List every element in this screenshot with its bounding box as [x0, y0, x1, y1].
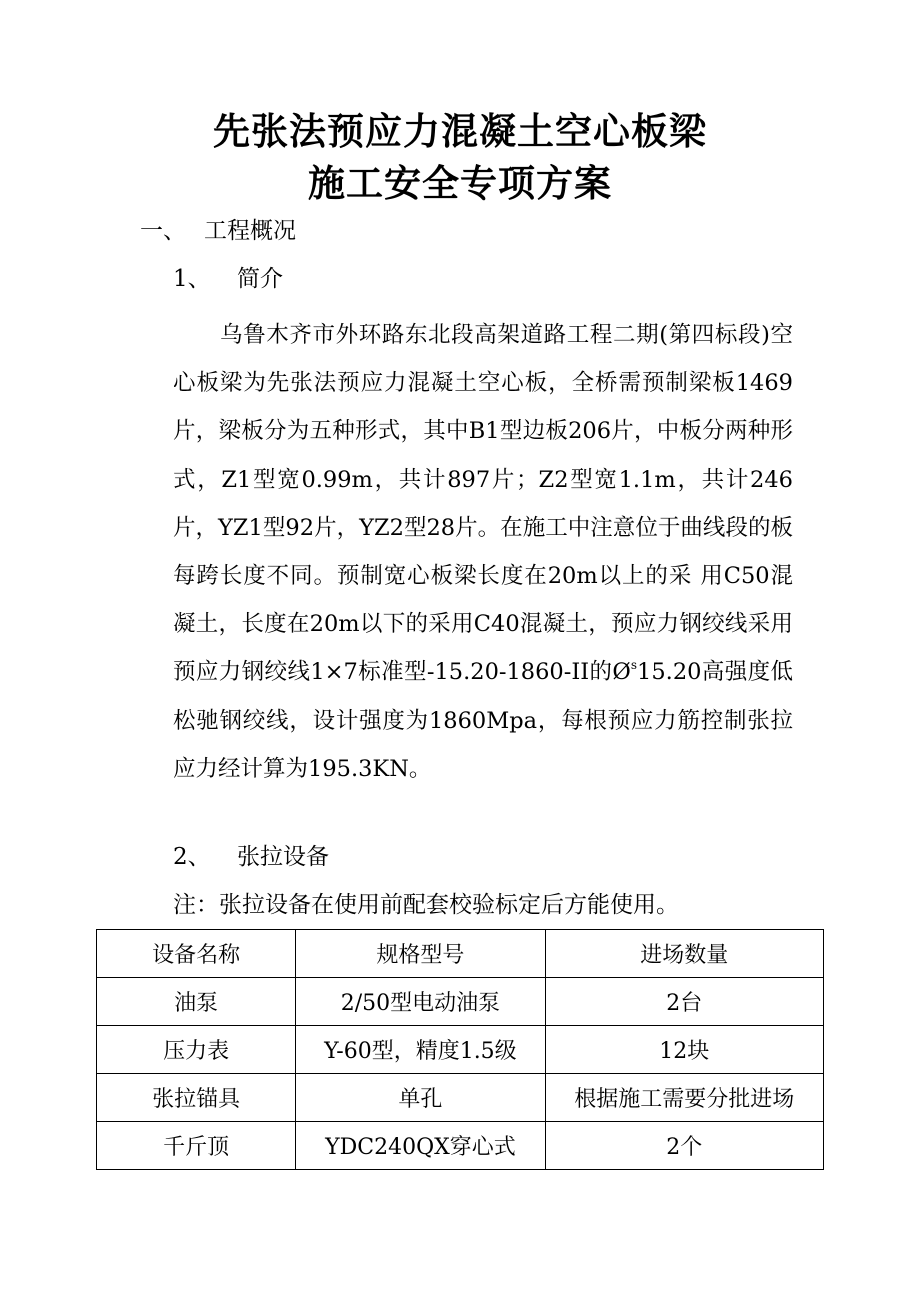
header-equipment-name: 设备名称 — [97, 930, 296, 978]
header-quantity: 进场数量 — [545, 930, 823, 978]
section-heading-project-overview — [140, 216, 296, 246]
header-specification: 规格型号 — [296, 930, 545, 978]
subsection-heading-introduction — [173, 264, 283, 294]
cell-equipment-name: 油泵 — [97, 978, 296, 1026]
cell-equipment-name: 压力表 — [97, 1026, 296, 1074]
table-row — [97, 978, 824, 1026]
equipment-table — [96, 929, 824, 1170]
cell-equipment-name: 千斤顶 — [97, 1122, 296, 1170]
cell-equipment-name: 张拉锚具 — [97, 1074, 296, 1122]
cell-specification: Y-60型，精度1.5级 — [296, 1026, 545, 1074]
subsection-title: 张拉设备 — [237, 844, 329, 870]
document-title-line-2: 施工安全专项方案 — [308, 162, 612, 205]
intro-text-part-1: 乌鲁木齐市外环路东北段高架道路工程二期(第四标段)空心板梁为先张法预应力混凝土空心板，全桥需预制梁板1469片，梁板分为五种形式，其中B1型边板206片，中板分两种形式，Z1型宽0.99m，共计897片；Z2型宽1.1m，共计246片，YZ1型92片，YZ2型28片。在施工中注意位于曲线段的板每跨长度不同。预制宽心板梁长度在20m以上的采 用C50混凝土，长度在20m以下的采用C40混凝土，预应力钢绞线采用预应力钢绞线1×7标准型-15.20-1860-II的Ø — [173, 322, 793, 686]
table-header-row — [97, 930, 824, 978]
subsection-heading-tensioning-equipment — [173, 842, 329, 872]
introduction-paragraph — [173, 311, 793, 793]
equipment-note: 注：张拉设备在使用前配套校验标定后方能使用。 — [173, 892, 679, 918]
cell-quantity: 12块 — [545, 1026, 823, 1074]
section-number: 一、 — [140, 218, 186, 244]
cell-specification: 单孔 — [296, 1074, 545, 1122]
subsection-title: 简介 — [237, 266, 283, 292]
cell-specification: 2/50型电动油泵 — [296, 978, 545, 1026]
cell-quantity: 2台 — [545, 978, 823, 1026]
cell-specification: YDC240QX穿心式 — [296, 1122, 545, 1170]
strand-superscript: s — [630, 658, 638, 673]
cell-quantity: 2个 — [545, 1122, 823, 1170]
table-row — [97, 1074, 824, 1122]
cell-quantity: 根据施工需要分批进场 — [545, 1074, 823, 1122]
intro-text-part-2: 15.20高强度低松驰钢绞线，设计强度为1860Mpa，每根预应力筋控制张拉应力经计算为195.3KN。 — [173, 659, 793, 782]
subsection-number: 2、 — [173, 844, 211, 870]
document-title-line-1: 先张法预应力混凝土空心板梁 — [213, 110, 707, 153]
section-title: 工程概况 — [204, 218, 296, 244]
subsection-number: 1、 — [173, 266, 211, 292]
table-row — [97, 1122, 824, 1170]
table-row — [97, 1026, 824, 1074]
